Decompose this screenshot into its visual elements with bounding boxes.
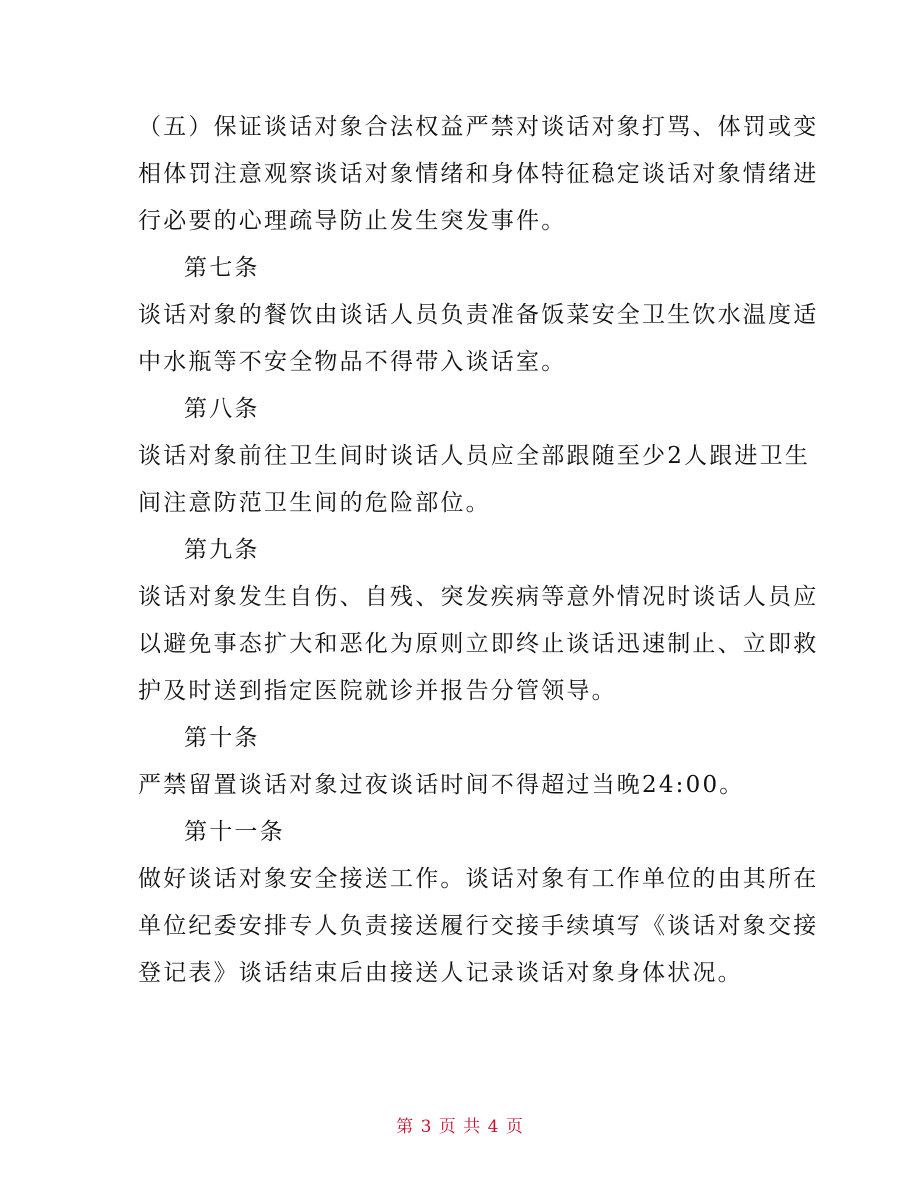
article-heading: 第七条	[184, 255, 260, 281]
text-line: 单位纪委安排专人负责接送履行交接手续填写《谈话对象交接	[138, 913, 819, 939]
text-line: 行必要的心理疏导防止发生突发事件。	[138, 208, 567, 234]
text-line: 相体罚注意观察谈话对象情绪和身体特征稳定谈话对象情绪进	[138, 161, 819, 187]
text-line: （五）保证谈话对象合法权益严禁对谈话对象打骂、体罚或变	[138, 114, 819, 140]
article-heading: 第十条	[184, 725, 260, 751]
text-line: 登记表》谈话结束后由接送人记录谈话对象身体状况。	[138, 960, 743, 986]
text-line: 间注意防范卫生间的危险部位。	[138, 490, 491, 516]
text-line: 严禁留置谈话对象过夜谈话时间不得超过当晚24:00。	[138, 772, 745, 798]
text-line: 以避免事态扩大和恶化为原则立即终止谈话迅速制止、立即救	[138, 631, 819, 657]
text-line: 中水瓶等不安全物品不得带入谈话室。	[138, 349, 567, 375]
text-line: 谈话对象前往卫生间时谈话人员应全部跟随至少2人跟进卫生	[138, 443, 811, 469]
text-line: 谈话对象的餐饮由谈话人员负责准备饭菜安全卫生饮水温度适	[138, 302, 819, 328]
article-heading: 第九条	[184, 537, 260, 563]
page-number-footer: 第 3 页 共 4 页	[396, 1117, 524, 1137]
document-body	[138, 104, 819, 997]
text-line: 做好谈话对象安全接送工作。谈话对象有工作单位的由其所在	[138, 866, 819, 892]
article-heading: 第十一条	[184, 819, 285, 845]
article-heading: 第八条	[184, 396, 260, 422]
text-line: 护及时送到指定医院就诊并报告分管领导。	[138, 678, 617, 704]
text-line: 谈话对象发生自伤、自残、突发疾病等意外情况时谈话人员应	[138, 584, 819, 610]
